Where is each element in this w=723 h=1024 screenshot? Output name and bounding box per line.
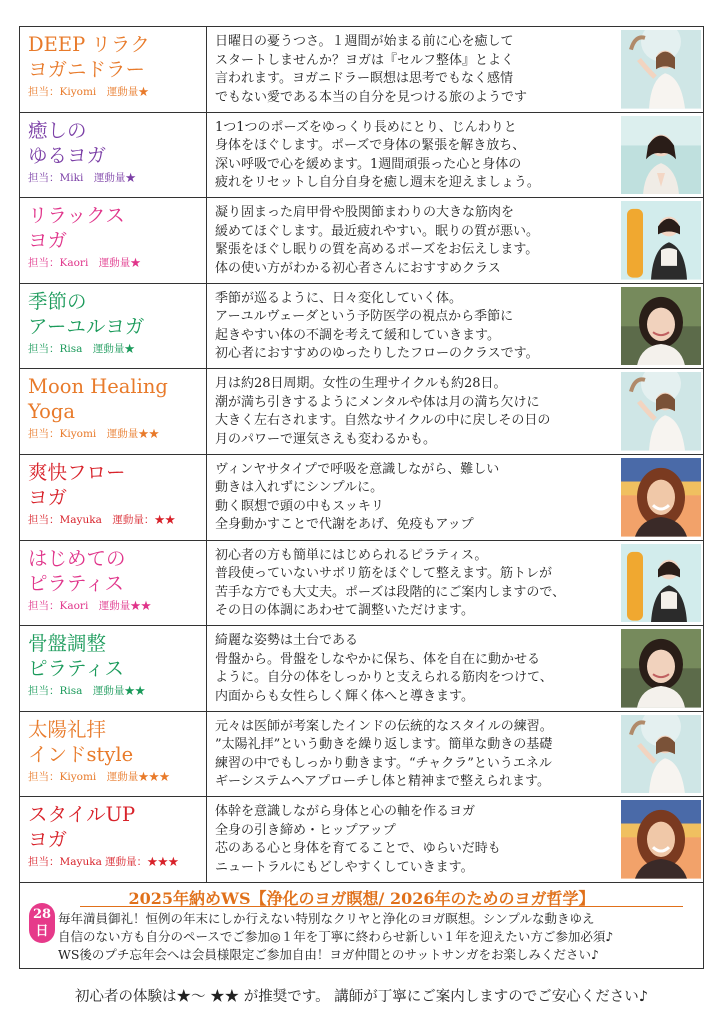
instructor-photo: [621, 629, 701, 708]
instructor-photo: [621, 201, 701, 280]
instructor-photo-cell: [617, 626, 703, 711]
class-title-cell: [20, 284, 207, 369]
workshop-underline: [80, 906, 683, 907]
class-name: 季節の アーユルヨガ: [28, 289, 145, 338]
instructor-photo-cell: [617, 797, 703, 882]
class-row: [20, 797, 703, 883]
class-name: 太陽礼拝 インドstyle: [28, 717, 134, 766]
instructor-photo-cell: [617, 27, 703, 112]
instructor-photo-cell: [617, 113, 703, 198]
instructor-photo: [621, 715, 701, 794]
footer-note: 初心者の体験は★〜 ★★ が推奨です。 講師が丁寧にご案内しますのでご安心ください♪: [75, 989, 648, 1005]
class-row: [20, 712, 703, 798]
workshop-description: 毎年満員御礼！恒例の年末にしか行えない特別なクリヤと浄化のヨガ瞑想。シンプルな動きゆえ 自信のない方も自分のペースでご参加◎１年を丁寧に終わらせ新しい１年を迎えたい方ご参加必須♪ WS後のプチ忘年会へは会員様限定ご参加自由！ヨガ仲間とのサットサンガをお楽しみください♪: [58, 910, 614, 962]
instructor-intensity: 担当：Kaori 運動量★★: [28, 599, 152, 612]
class-name: 骨盤調整 ピラティス: [28, 632, 124, 681]
instructor-intensity: 担当：Kiyomi 運動量★★: [28, 428, 160, 441]
instructor-intensity: 担当：Mayuka 運動量：★★: [28, 513, 176, 526]
class-description: 元々は医師が考案したインドの伝統的なスタイルの練習。 ”太陽礼拝”という動きを繰り返します。簡単な動きの基礎 練習の中でもしっかり動きます。“チャクラ”というエネル ギーシステムへアプローチし体と精神まで整えられます。: [215, 718, 553, 790]
instructor-photo: [621, 30, 701, 109]
class-name: はじめての ピラティス: [28, 546, 126, 595]
instructor-photo: [621, 372, 701, 451]
class-row: [20, 455, 703, 541]
class-description: 綺麗な姿勢は土台である 骨盤から。骨盤をしなやかに保ち、体を自在に動かせる ように。自分の体をしっかりと支えられる筋肉をつけて、 内面からも女性らしく輝く体へと導きます。: [215, 633, 553, 704]
class-description: 日曜日の憂うつさ。１週間が始まる前に心を癒して スタートしませんか？ヨガは『セルフ整体』とよく 言われます。ヨガニドラー瞑想は思考でもなく感情 でもない愛である本当の自分を見つける旅のようです: [215, 34, 528, 105]
class-description: 初心者の方も簡単にはじめられるピラティス。 普段使っていないサボリ筋をほぐして整えます。筋トレが 苦手な方でも大丈夫。ポーズは段階的にご案内しますので、 その日の体調にあわせて調整いただけます。: [215, 547, 566, 619]
class-name: リラックス ヨガ: [28, 204, 125, 253]
instructor-photo-cell: [617, 455, 703, 540]
class-description: 体幹を意識しながら身体と心の軸を作るヨガ 全身の引き締め・ヒップアップ 芯のある心と身体を育てることで、ゆらいだ時も ニュートラルにもどしやすくしていきます。: [215, 804, 501, 875]
date-badge: 28 日: [29, 903, 55, 943]
instructor-photo-cell: [617, 369, 703, 454]
class-description: 1つ1つのポーズをゆっくり長めにとり、じんわりと 身体をほぐします。ポーズで身体の緊張を解き放ち、 深い呼吸で心を緩めます。1週間頑張った心と身体の 疲れをリセットし自分自身を癒し週末を迎えましょう。: [215, 119, 540, 191]
instructor-photo-cell: [617, 712, 703, 797]
instructor-intensity: 担当：Risa 運動量★★: [28, 685, 146, 698]
class-description: 凝り固まった肩甲骨や股関節まわりの大きな筋肉を 緩めてほぐします。最近疲れやすい。眠りの質が悪い。 緊張をほぐし眠りの質を高めるポーズをお伝えします。 体の使い方がわかる初心者さんにおすすめクラス: [215, 205, 539, 276]
class-title-cell: [20, 712, 207, 797]
class-row: [20, 541, 703, 627]
instructor-photo: [621, 116, 701, 195]
class-row: [20, 626, 703, 712]
workshop-title: 2025年納めWS【浄化のヨガ瞑想/ 2026年のためのヨガ哲学】: [128, 888, 595, 908]
instructor-photo-cell: [617, 198, 703, 283]
class-title-cell: [20, 541, 207, 626]
instructor-intensity: 担当：Kaori 運動量★: [28, 257, 141, 270]
class-row: [20, 113, 703, 199]
class-row: [20, 284, 703, 370]
instructor-photo: [621, 800, 701, 879]
class-title-cell: [20, 198, 207, 283]
class-name: 爽快フロー ヨガ: [28, 460, 126, 509]
instructor-photo-cell: [617, 284, 703, 369]
class-title-cell: [20, 455, 207, 540]
class-row: [20, 27, 703, 113]
class-name: DEEP リラク ヨガニドラー: [28, 33, 150, 81]
instructor-photo: [621, 287, 701, 366]
class-title-cell: [20, 369, 207, 454]
class-description: 季節が巡るように、日々変化していく体。 アーユルヴェーダという予防医学の視点から季節に 起きやすい体の不調を考えて緩和していきます。 初心者におすすめのゆったりしたフローのクラスです。: [215, 290, 539, 362]
class-title-cell: [20, 797, 207, 882]
class-description: ヴィンヤサタイプで呼吸を意識しながら、難しい 動きは入れずにシンプルに。 動く瞑想で頭の中もスッキリ 全身動かすことで代謝をあげ、免疫もアップ: [215, 461, 500, 533]
schedule-table: [19, 26, 704, 969]
instructor-intensity: 担当：Mayuka 運動量：★★★: [28, 856, 179, 869]
class-title-cell: [20, 626, 207, 711]
class-name: スタイルUP ヨガ: [28, 803, 136, 852]
class-description: 月は約28日周期。女性の生理サイクルも約28日。 潮が満ち引きするようにメンタルや体は月の満ち欠けに 大きく左右されます。自然なサイクルの中に戻しその日の 月のパワーで運気さえも変わるかも。: [215, 376, 551, 447]
workshop-section: [20, 883, 703, 968]
class-row: [20, 369, 703, 455]
instructor-photo: [621, 458, 701, 537]
instructor-intensity: 担当：Kiyomi 運動量★★★: [28, 770, 170, 783]
instructor-photo: [621, 544, 701, 623]
instructor-intensity: 担当：Risa 運動量★: [28, 342, 135, 355]
class-title-cell: [20, 113, 207, 198]
instructor-photo-cell: [617, 541, 703, 626]
class-title-cell: [20, 27, 207, 112]
instructor-intensity: 担当：Kiyomi 運動量★: [28, 86, 149, 98]
class-name: Moon Healing Yoga: [28, 375, 168, 424]
class-name: 癒しの ゆるヨガ: [28, 118, 107, 167]
class-row: [20, 198, 703, 284]
instructor-intensity: 担当：Miki 運動量★: [28, 171, 136, 184]
